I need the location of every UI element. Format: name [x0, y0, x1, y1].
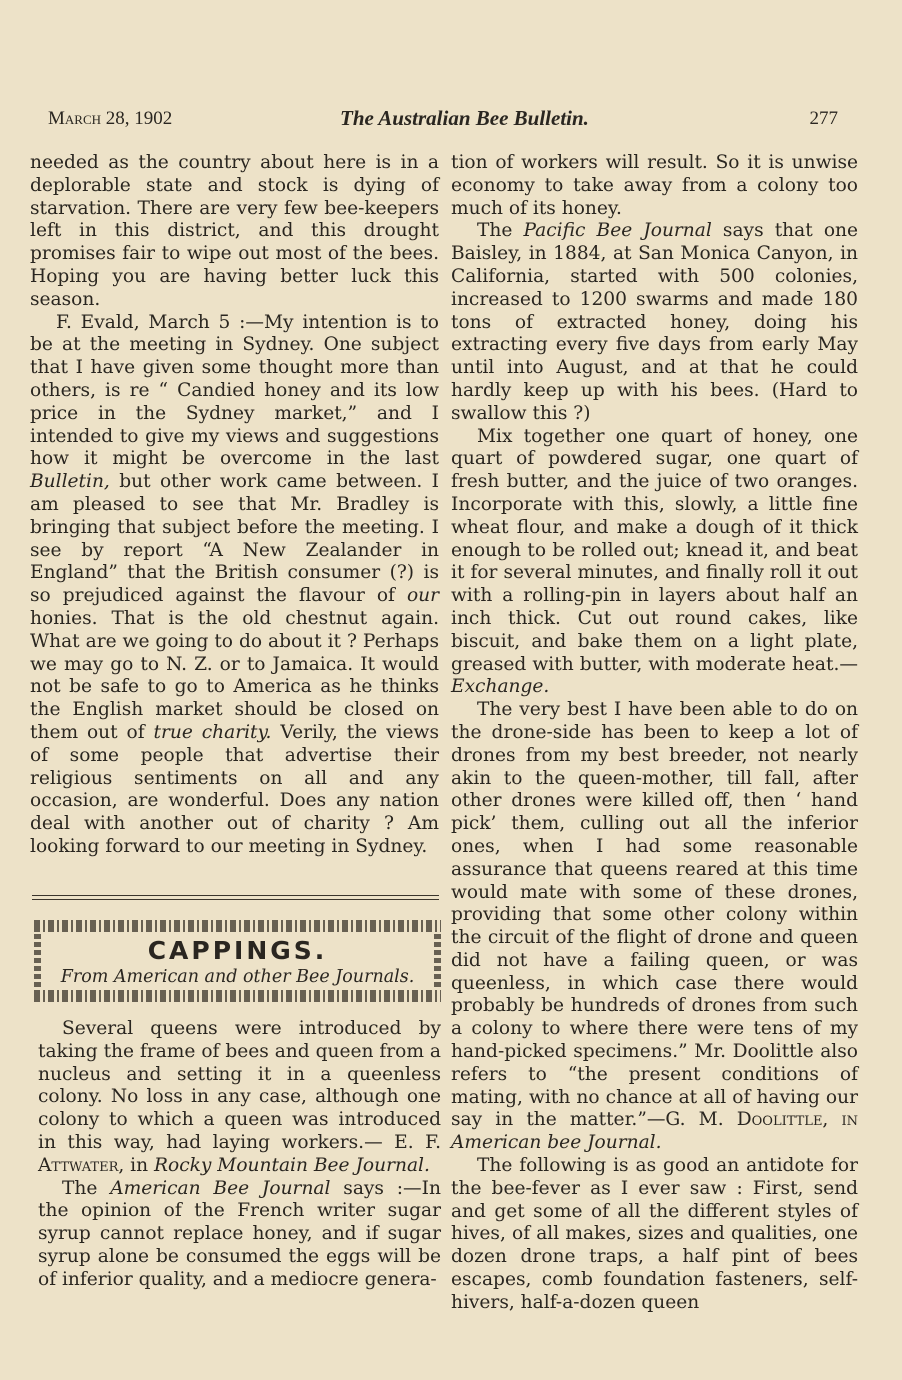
italic-our: our: [406, 585, 439, 607]
cappings-title: CAPPINGS.: [147, 936, 328, 965]
queens-paragraph: [38, 1018, 441, 1178]
paragraph-text: Verily, the views of some people that advertise their religious sentiments on all and any occasion, are wonderful. Does any nation deal with another out of charity ? Am looking forward to our meeting in Sydney.: [30, 721, 439, 857]
recipe-paragraph: [451, 426, 858, 700]
journal-title: The Australian Bee Bulletin.: [340, 106, 589, 130]
baisley-paragraph: [451, 220, 858, 425]
running-header: [48, 108, 838, 136]
paragraph-text: honies. That is the old chestnut again. What are we going to do about it ? Perhaps we may go to N. Z. or to Jamaica. It would not be safe to go to America as he thinks the English market should be closed on them out of: [30, 607, 439, 743]
ornament-border-top: [34, 920, 441, 932]
paragraph-text: tion of workers will result. So it is unwise economy to take away from a colony too much of its honey.: [451, 152, 858, 219]
paragraph-text: says :—In the opinion of the French writer sugar syrup cannot replace honey, and if sugar syrup alone be consumed the eggs will be of inferior quality, and a mediocre genera-: [38, 1177, 441, 1290]
paragraph-text: The very best I have been able to do on the drone-side has been to keep a lot of drones from my best breeder, not nearly akin to the queen-mother, till fall, after other drones were killed off, then ‘ hand pick’ them, culling out all the inferior ones, when I had some reasonable assurance that queens reared at this time would mate with some of these drones, providing that some other colony within the circuit of the flight of drone and queen did not have a failing queen, or was queenless, in which case there would probably be hundreds of drones from such a colony to where there were tens of my hand-picked specimens.” Mr. Doolittle also refers to “the present conditions of mating, with no chance at all of having our say in the matter.”—G. M.: [451, 699, 858, 1131]
paragraph-text: Several queens were introduced by taking the frame of bees and queen from a nucleus and setting it in a queenless colony. No loss in any case, although one colony to which a queen was introduced in this way, had laying workers.— E. F.: [38, 1018, 441, 1153]
paragraph-text: The: [477, 220, 524, 242]
italic-bulletin: Bulletin,: [30, 471, 110, 493]
italic-true-charity: true charity.: [153, 721, 272, 743]
letter-continuation: [30, 152, 439, 312]
cappings-subtitle: From American and other Bee Journals.: [60, 967, 415, 987]
italic-journal: Rocky Mountain Bee Journal.: [154, 1154, 430, 1176]
italic-journal: Pacific Bee Journal: [523, 220, 712, 242]
paragraph-text: Mix together one quart of honey, one quart of powdered sugar, one quart of fresh butter, and the juice of two oranges. Incorporate with this, slowly, a little fine wheat flour, and make a dough of it thick enough to be rolled out; knead it, and beat it for several minutes, and finally roll it out with a rolling-pin in layers about half an inch thick. Cut out round cakes, like biscuit, and bake them on a light plate, greased with butter, with moderate heat.—: [451, 425, 858, 675]
cappings-heading-box: [34, 920, 441, 1004]
author-doolittle: Doolittle, in: [736, 1109, 858, 1131]
paragraph-text: but other work came between. I am pleased to see that Mr. Bradley is bringing that subject before the meeting. I see by report “A New Zealander in England” that the British consumer (?) is so prejudiced against the flavour of: [30, 471, 439, 607]
cappings-body: [38, 1018, 441, 1292]
right-column: [451, 152, 858, 1315]
paragraph-text: says that one Baisley, in 1884, at San Monica Canyon, in California, started with 500 colonies, increased to 1200 swarms and made 180 tons of extracted honey, doing his extracting every five days from early May until into August, and at that he could hardly keep up with his bees. (Hard to swallow this ?): [451, 220, 858, 424]
sugar-syrup-paragraph: [38, 1178, 441, 1292]
left-column: [30, 152, 439, 859]
paragraph-text: The following is as good an antidote for the bee-fever as I ever saw : First, send and get some of all the different styles of hives, of all makes, sizes and qualities, one dozen drone traps, a half pint of bees escapes, comb foundation fasteners, self-hivers, half-a-dozen queen: [451, 1155, 858, 1313]
paragraph-text: The: [62, 1177, 111, 1199]
evald-letter: [30, 312, 439, 859]
page-number: 277: [809, 108, 838, 129]
workers-paragraph: [451, 152, 858, 220]
author-attwater: Attwater,: [38, 1154, 125, 1176]
paragraph-text: needed as the country about here is in a deplorable state and stock is dying of starvation. There are very few bee-keepers left in this district, and this drought promises fair to wipe out most of the bees. Hoping you are having better luck this season.: [30, 152, 439, 310]
paragraph-text: F. Evald, March 5 :—My intention is to be at the meeting in Sydney. One subject that I have given some thought more than others, is re “ Candied honey and its low price in the Sydney market,” and I intended to give my views and suggestions how it might be overcome in the last: [30, 311, 439, 470]
paragraph-text: in: [124, 1154, 155, 1176]
italic-journal: American Bee Journal: [110, 1177, 331, 1199]
bee-fever-paragraph: [451, 1155, 858, 1315]
italic-exchange: Exchange.: [451, 676, 550, 698]
drones-paragraph: [451, 699, 858, 1155]
header-date: March 28, 1902: [48, 108, 173, 129]
ornament-border-bottom: [34, 990, 441, 1002]
section-divider: [32, 895, 439, 900]
italic-journal: American bee Journal.: [451, 1132, 662, 1154]
